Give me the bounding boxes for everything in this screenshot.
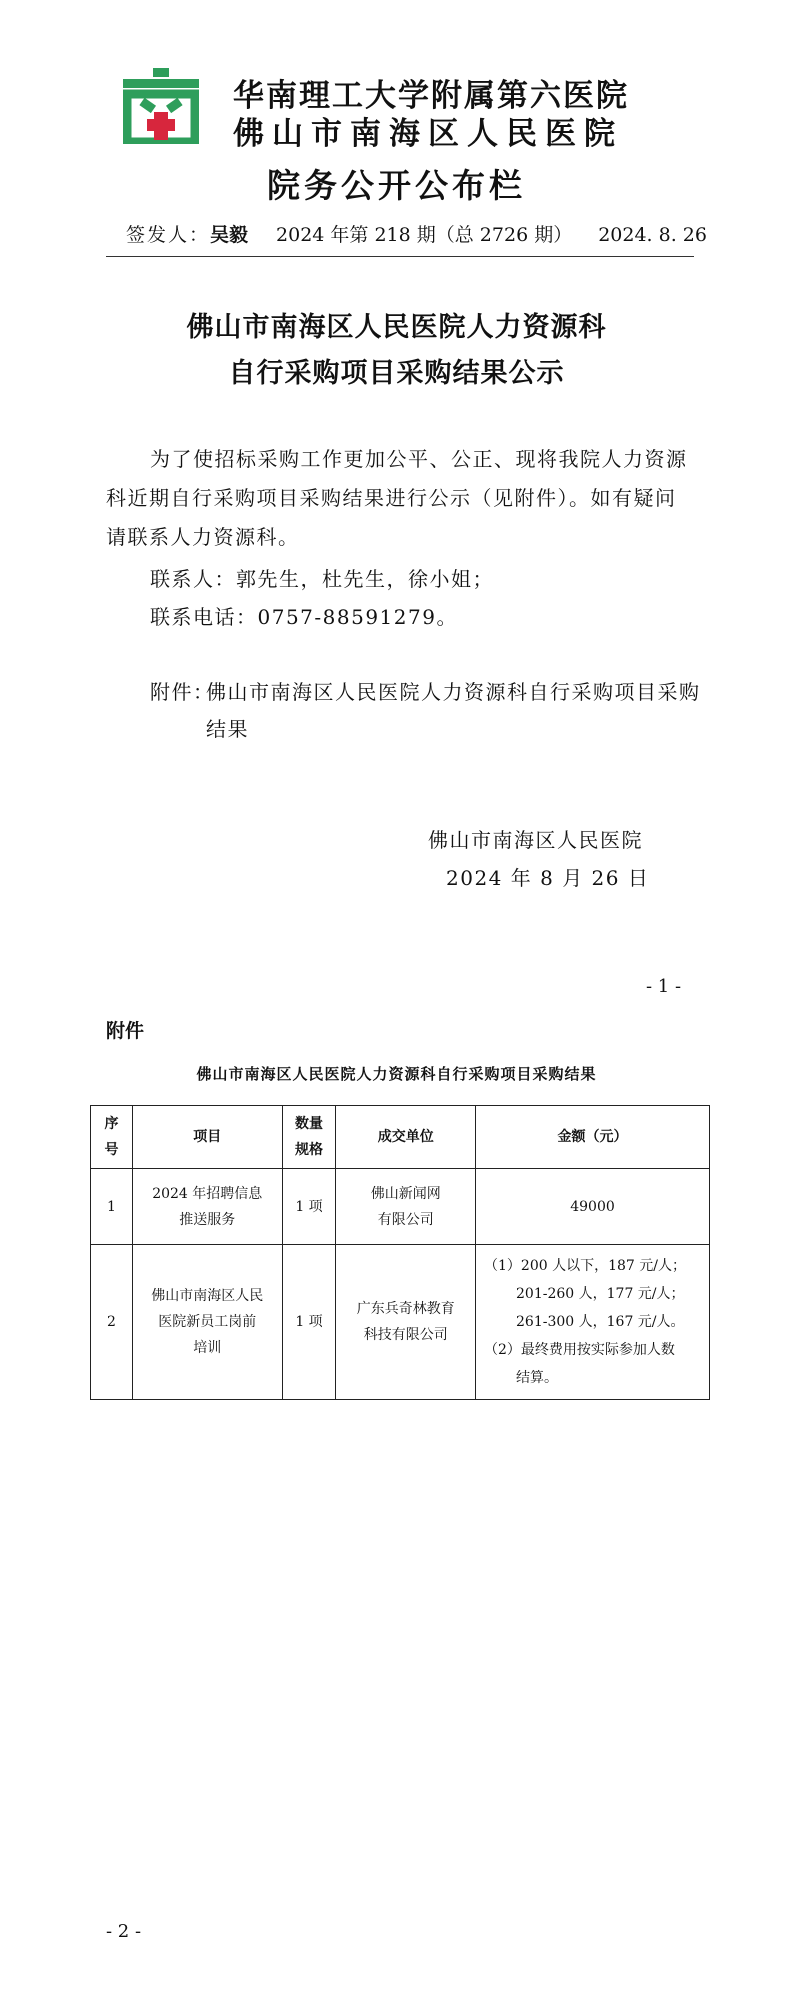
header-vendor: 成交单位 bbox=[336, 1106, 476, 1169]
row-vendor: 广东兵奇林教育 科技有限公司 bbox=[336, 1245, 476, 1400]
attachment-note-line1: 佛山市南海区人民医院人力资源科自行采购项目采购 bbox=[206, 680, 701, 704]
row-qty: 1 项 bbox=[282, 1245, 336, 1400]
attachment-label: 附件 bbox=[106, 1020, 145, 1042]
issue-date: 2024. 8. 26 bbox=[598, 224, 707, 246]
issuer-label: 签发人： bbox=[126, 224, 211, 246]
issuer-line bbox=[126, 220, 707, 247]
header-divider bbox=[106, 256, 694, 257]
attachment-note-line2: 结果 bbox=[206, 717, 249, 741]
notice-title-line1: 佛山市南海区人民医院人力资源科 bbox=[186, 312, 607, 343]
notice-title-line2: 自行采购项目采购结果公示 bbox=[228, 358, 565, 389]
page-number-2: - 2 - bbox=[106, 1921, 142, 1942]
row-qty: 1 项 bbox=[282, 1169, 336, 1245]
page-number-1: - 1 - bbox=[646, 976, 682, 997]
table-row bbox=[91, 1245, 710, 1400]
row-item: 佛山市南海区人民 医院新员工岗前 培训 bbox=[132, 1245, 282, 1400]
table-row bbox=[91, 1169, 710, 1245]
header-item: 项目 bbox=[132, 1106, 282, 1169]
issue-number: 2024 年第 218 期（总 2726 期） bbox=[276, 224, 573, 246]
notice-paragraph: 为了使招标采购工作更加公平、公正、现将我院人力资源科近期自行采购项目采购结果进行公示（见附件）。如有疑问请联系人力资源科。 bbox=[106, 447, 688, 549]
hospital-name-primary: 华南理工大学附属第六医院 bbox=[233, 78, 629, 114]
header-seq: 序 号 bbox=[91, 1106, 133, 1169]
row-vendor: 佛山新闻网 有限公司 bbox=[336, 1169, 476, 1245]
board-title: 院务公开公布栏 bbox=[267, 166, 526, 205]
row-seq: 2 bbox=[91, 1245, 133, 1400]
contact-persons: 联系人：郭先生，杜先生，徐小姐； bbox=[150, 567, 494, 591]
hospital-logo-icon bbox=[123, 68, 199, 144]
hospital-name-secondary: 佛山市南海区人民医院 bbox=[233, 116, 623, 152]
table-header-row bbox=[91, 1106, 710, 1169]
attachment-table-title: 佛山市南海区人民医院人力资源科自行采购项目采购结果 bbox=[196, 1065, 597, 1083]
contact-phone: 联系电话：0757-88591279。 bbox=[150, 605, 458, 629]
attachment-note-label: 附件： bbox=[150, 680, 215, 704]
row-amount: （1）200 人以下，187 元/人； 201-260 人，177 元/人； 261-300 人，167 元/人。 （2）最终费用按实际参加人数 结算。 bbox=[476, 1245, 710, 1400]
procurement-result-table bbox=[90, 1105, 710, 1400]
row-seq: 1 bbox=[91, 1169, 133, 1245]
signature-date: 2024 年 8 月 26 日 bbox=[446, 866, 650, 890]
row-amount: 49000 bbox=[476, 1169, 710, 1245]
header-amount: 金额（元） bbox=[476, 1106, 710, 1169]
signature-org: 佛山市南海区人民医院 bbox=[428, 828, 643, 852]
row-item: 2024 年招聘信息 推送服务 bbox=[132, 1169, 282, 1245]
issuer-name: 吴毅 bbox=[210, 224, 249, 246]
header-qty: 数量 规格 bbox=[282, 1106, 336, 1169]
